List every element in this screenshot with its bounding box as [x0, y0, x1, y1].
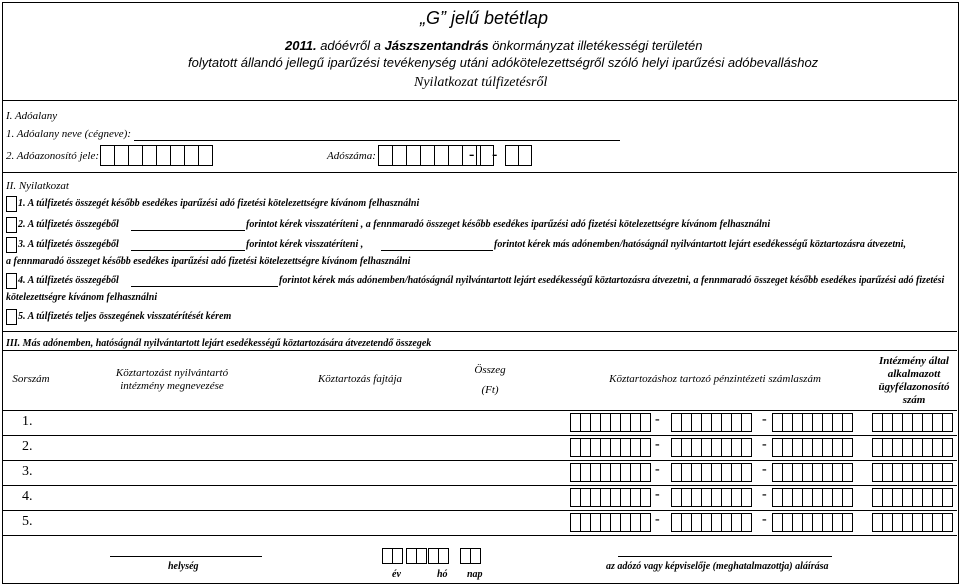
- option-3-refund-field[interactable]: [131, 250, 245, 251]
- account-number-dash: -: [762, 487, 767, 502]
- tax-id-label: 2. Adóazonosító jele:: [6, 150, 99, 162]
- divider: [2, 331, 957, 332]
- digit-box[interactable]: [640, 488, 651, 507]
- section-1-heading: I. Adóalany: [6, 110, 58, 122]
- digit-box[interactable]: [184, 145, 199, 166]
- table-row-line: [2, 510, 957, 511]
- digit-box[interactable]: [438, 548, 449, 564]
- option-5-checkbox[interactable]: [6, 309, 17, 325]
- account-number-dash: -: [655, 412, 660, 427]
- form-subtitle: Nyilatkozat túlfizetésről: [414, 75, 548, 90]
- account-number-dash: -: [762, 437, 767, 452]
- digit-box[interactable]: [942, 438, 953, 457]
- digit-box[interactable]: [942, 463, 953, 482]
- digit-box[interactable]: [942, 513, 953, 532]
- header-line-2: folytatott állandó jellegű iparűzési tevékenység utáni adókötelezettségről szóló helyi iparűzési adóbevalláshoz: [188, 55, 819, 70]
- month-label: hó: [437, 569, 448, 580]
- tax-number-dash-2: -: [492, 146, 498, 163]
- col-header-client-id: Intézmény által alkalmazott ügyfélazonosító szám: [878, 354, 950, 407]
- section-2-heading: II. Nyilatkozat: [6, 180, 69, 192]
- digit-box[interactable]: [406, 145, 421, 166]
- account-number-dash: -: [762, 412, 767, 427]
- tax-number-dash-1: -: [469, 146, 475, 163]
- col-header-institution: Köztartozást nyilvántartó intézmény megnevezése: [115, 366, 229, 392]
- digit-box[interactable]: [142, 145, 157, 166]
- account-number-dash: -: [655, 462, 660, 477]
- option-1-checkbox[interactable]: [6, 196, 17, 212]
- col-header-account-number: Köztartozáshoz tartozó pénzintézeti számlaszám: [609, 373, 821, 386]
- option-5-text: 5. A túlfizetés teljes összegének visszatérítését kérem: [18, 311, 232, 322]
- table-top-line: [2, 350, 957, 351]
- digit-box[interactable]: [505, 145, 519, 166]
- digit-box[interactable]: [741, 438, 752, 457]
- digit-box[interactable]: [842, 438, 853, 457]
- digit-box[interactable]: [640, 463, 651, 482]
- digit-box[interactable]: [392, 548, 403, 564]
- digit-box[interactable]: [100, 145, 115, 166]
- option-4-checkbox[interactable]: [6, 273, 17, 289]
- day-label: nap: [467, 569, 483, 580]
- option-3-text-a: 3. A túlfizetés összegéből: [18, 239, 119, 250]
- table-row-line: [2, 460, 957, 461]
- digit-box[interactable]: [392, 145, 407, 166]
- digit-box[interactable]: [842, 413, 853, 432]
- taxpayer-name-field[interactable]: [134, 140, 620, 141]
- divider: [2, 172, 957, 173]
- option-1-text: 1. A túlfizetés összegét később esedékes iparűzési adó fizetési kötelezettségre kívánom felhasználni: [18, 198, 420, 209]
- table-row-number: 5.: [22, 514, 33, 529]
- col-header-amount-unit: (Ft): [481, 384, 499, 396]
- table-row-number: 3.: [22, 464, 33, 479]
- digit-box[interactable]: [170, 145, 185, 166]
- divider: [2, 100, 957, 101]
- account-number-dash: -: [762, 512, 767, 527]
- tax-number-label: Adószáma:: [327, 150, 376, 162]
- option-3-text-b: forintot kérek visszatéríteni ,: [246, 239, 364, 250]
- digit-box[interactable]: [448, 145, 463, 166]
- option-2-text-b: forintot kérek visszatéríteni , a fennmaradó összeget később esedékes iparűzési adó fizetési kötelezettségre kívánom felhasználni: [246, 219, 771, 230]
- digit-box[interactable]: [128, 145, 143, 166]
- digit-box[interactable]: [640, 438, 651, 457]
- account-number-dash: -: [762, 462, 767, 477]
- signature-field[interactable]: [618, 556, 832, 557]
- option-2-checkbox[interactable]: [6, 217, 17, 233]
- option-4-text-a: 4. A túlfizetés összegéből: [18, 275, 119, 286]
- col-header-amount: Összeg: [474, 364, 506, 376]
- header-line-1: [285, 38, 702, 53]
- digit-box[interactable]: [942, 488, 953, 507]
- digit-box[interactable]: [741, 488, 752, 507]
- digit-box[interactable]: [434, 145, 449, 166]
- table-row-line: [2, 485, 957, 486]
- digit-box[interactable]: [198, 145, 213, 166]
- digit-box[interactable]: [114, 145, 129, 166]
- table-row-number: 1.: [22, 414, 33, 429]
- digit-box[interactable]: [518, 145, 532, 166]
- taxpayer-name-label: 1. Adóalany neve (cégneve):: [6, 128, 132, 140]
- account-number-dash: -: [655, 512, 660, 527]
- year-label: év: [392, 569, 401, 580]
- option-3-checkbox[interactable]: [6, 237, 17, 253]
- digit-box[interactable]: [842, 463, 853, 482]
- digit-box[interactable]: [416, 548, 427, 564]
- header-post: önkormányzat illetékességi területén: [488, 38, 703, 53]
- table-row-number: 2.: [22, 439, 33, 454]
- place-label: helység: [168, 561, 199, 572]
- section-3-heading: III. Más adónemben, hatóságnál nyilvántartott lejárt esedékességű köztartozására átvezetendő összegek: [6, 338, 432, 349]
- account-number-dash: -: [655, 487, 660, 502]
- header-city: Jászszentandrás: [384, 38, 489, 53]
- option-4-amount-field[interactable]: [131, 286, 278, 287]
- digit-box[interactable]: [741, 463, 752, 482]
- option-3-text-d: a fennmaradó összeget később esedékes iparűzési adó fizetési kötelezettségre kívánom felhasználni: [6, 256, 411, 267]
- option-2-text-a: 2. A túlfizetés összegéből: [18, 219, 119, 230]
- table-row-number: 4.: [22, 489, 33, 504]
- digit-box[interactable]: [640, 513, 651, 532]
- option-2-amount-field[interactable]: [131, 230, 245, 231]
- form-title: „G” jelű betétlap: [420, 8, 549, 28]
- signature-label: az adózó vagy képviselője (meghatalmazottja) aláírása: [606, 561, 829, 572]
- table-row-line: [2, 410, 957, 411]
- option-3-text-c: forintot kérek más adónemben/hatóságnál nyilvántartott lejárt esedékességű köztartozásra átvezetni,: [494, 239, 906, 250]
- col-header-sorszam: Sorszám: [12, 373, 50, 386]
- digit-box[interactable]: [378, 145, 393, 166]
- digit-box[interactable]: [741, 413, 752, 432]
- digit-box[interactable]: [156, 145, 171, 166]
- digit-box[interactable]: [741, 513, 752, 532]
- account-number-dash: -: [655, 437, 660, 452]
- option-3-transfer-field[interactable]: [381, 250, 493, 251]
- header-year: 2011.: [285, 38, 317, 53]
- digit-box[interactable]: [470, 548, 481, 564]
- option-4-text-c: kötelezettségre kívánom felhasználni: [6, 292, 158, 303]
- col-header-debt-type: Köztartozás fajtája: [317, 373, 403, 386]
- digit-box[interactable]: [842, 513, 853, 532]
- digit-box[interactable]: [842, 488, 853, 507]
- place-field[interactable]: [110, 556, 262, 557]
- header-pre: adóévről a: [316, 38, 385, 53]
- table-row-line: [2, 435, 957, 436]
- digit-box[interactable]: [420, 145, 435, 166]
- option-4-text-b: forintot kérek más adónemben/hatóságnál nyilvántartott lejárt esedékességű köztartozásra átvezetni, a fennmaradó összeget később esedékes iparűzési adó fizetési: [279, 275, 945, 286]
- digit-box[interactable]: [640, 413, 651, 432]
- digit-box[interactable]: [942, 413, 953, 432]
- table-bottom-line: [2, 535, 957, 536]
